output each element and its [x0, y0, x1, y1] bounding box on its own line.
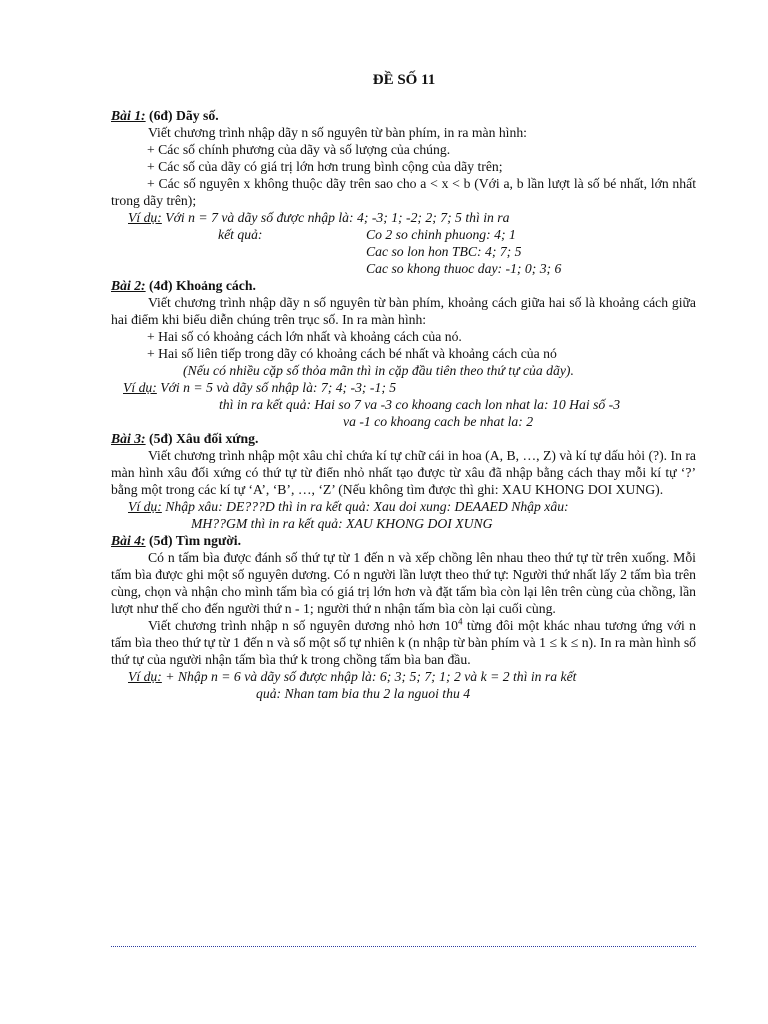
bai4-heading — [111, 532, 696, 549]
bai1-example-input: Với n = 7 và dãy số được nhập là: 4; -3; 1; -2; 2; 7; 5 thì in ra — [161, 210, 510, 225]
bai1-title: (6đ) Dãy số. — [145, 108, 219, 123]
footer-divider — [111, 946, 696, 947]
bai1-bullet-1: + Các số chính phương của dãy và số lượng của chúng. — [147, 142, 451, 157]
bai3-number: Bài 3: — [111, 431, 146, 446]
bai3-heading — [111, 430, 696, 447]
bai1-example-result-1: Co 2 so chinh phuong: 4; 1 — [366, 227, 516, 242]
bai1-example-label: Ví dụ: — [128, 210, 162, 225]
bai2-title: (4đ) Khoảng cách. — [145, 278, 256, 293]
bai2-example-input: Với n = 5 và dãy số nhập là: 7; 4; -3; -1; 5 — [156, 380, 397, 395]
bai4-number: Bài 4: — [111, 533, 146, 548]
bai1-example-result-2: Cac so lon hon TBC: 4; 7; 5 — [366, 244, 522, 259]
bai4-paragraph-2 — [111, 617, 696, 668]
bai1-number: Bài 1: — [111, 108, 146, 123]
bai1-intro: Viết chương trình nhập dãy n số nguyên từ bàn phím, in ra màn hình: — [148, 125, 527, 140]
bai3-example-input: Nhập xâu: DE???D thì in ra kết quả: Xau doi xung: DEAAED Nhập xâu: — [161, 499, 569, 514]
bai4-example-label: Ví dụ: — [128, 669, 162, 684]
bai1-heading — [111, 107, 696, 124]
bai4-p2-exponent: 4 — [457, 616, 463, 627]
bai2-intro: Viết chương trình nhập dãy n số nguyên từ bàn phím, khoảng cách giữa hai số là khoảng cách giữa hai điểm khi biểu diễn chúng trên trục số. In ra màn hình: — [111, 295, 696, 327]
bai1-bullet-2: + Các số của dãy có giá trị lớn hơn trung bình cộng của dãy trên; — [147, 159, 503, 174]
bai2-example-result-1: thì in ra kết quả: Hai so 7 va -3 co khoang cach lon nhat la: 10 Hai số -3 — [219, 397, 621, 412]
bai1-example-result-3: Cac so khong thuoc day: -1; 0; 3; 6 — [366, 261, 562, 276]
bai2-number: Bài 2: — [111, 278, 146, 293]
bai3-example — [111, 498, 696, 515]
bai2-example — [111, 379, 696, 396]
bai2-heading — [111, 277, 696, 294]
page-title: ĐỀ SỐ 11 — [372, 72, 436, 88]
bai2-note: (Nếu có nhiều cặp số thỏa mãn thì in cặp đầu tiên theo thứ tự của dãy). — [183, 363, 574, 378]
bai2-example-label: Ví dụ: — [123, 380, 157, 395]
bai2-example-result-2: va -1 co khoang cach be nhat la: 2 — [343, 414, 534, 429]
bai4-example-input: + Nhập n = 6 và dãy số được nhập là: 6; 3; 5; 7; 1; 2 và k = 2 thì in ra kết — [161, 669, 577, 684]
bai3-intro: Viết chương trình nhập một xâu chỉ chứa kí tự chữ cái in hoa (A, B, …, Z) và kí tự dấu hỏi (?). In ra màn hình xâu đối xứng có thứ tự từ điển nhỏ nhất tạo được từ xâu đã nhập bằng cách thay mỗi kí tự ‘?’ bằng một trong các kí tự ‘A’, ‘B’, …, ‘Z’ (Nếu không tìm được thì ghi: XAU KHONG DOI XUNG). — [111, 448, 696, 497]
document-body — [111, 107, 696, 702]
bai4-title: (5đ) Tìm người. — [145, 533, 242, 548]
bai4-p2-end: từng đôi một khác nhau tương ứng với n tấm bìa theo thứ tự từ 1 đến n và số một số tự nhiên k (n nhập từ bàn phím và 1 ≤ k ≤ n). In ra màn hình số thứ tự của người nhận tấm bìa thứ k trong chồng tấm bìa ban đầu. — [111, 618, 696, 667]
bai1-example-kq-label: kết quả: — [218, 227, 263, 242]
bai2-bullet-2: + Hai số liên tiếp trong dãy có khoảng cách bé nhất và khoảng cách của nó — [147, 346, 557, 361]
bai4-example-result: quả: Nhan tam bia thu 2 la nguoi thu 4 — [256, 686, 471, 701]
bai4-example — [111, 668, 696, 685]
bai4-p2-start: Viết chương trình nhập n số nguyên dương nhỏ hơn 10 — [148, 618, 458, 633]
bai1-example-result-row — [111, 226, 696, 243]
bai2-bullet-1: + Hai số có khoảng cách lớn nhất và khoảng cách của nó. — [147, 329, 462, 344]
bai3-example-line-2: MH??GM thì in ra kết quả: XAU KHONG DOI XUNG — [191, 516, 493, 531]
bai1-bullet-3: + Các số nguyên x không thuộc dãy trên sao cho a < x < b (Với a, b lần lượt là số bé nhất, lớn nhất trong dãy trên); — [111, 176, 696, 208]
bai3-title: (5đ) Xâu đối xứng. — [145, 431, 259, 446]
bai1-example — [111, 209, 696, 226]
bai4-paragraph-1: Có n tấm bìa được đánh số thứ tự từ 1 đến n và xếp chồng lên nhau theo thứ tự từ trên xuống. Mỗi tấm bìa được ghi một số nguyên dương. Có n người lần lượt theo thứ tự: Người thứ nhất lấy 2 tấm bìa trên cùng, chọn và nhận cho mình tấm bìa có giá trị lớn hơn và đặt tấm bìa còn lại lên trên cùng của chồng, lần lượt như thế cho đến người thứ n - 1; người thứ n nhận tấm bìa còn lại cuối cùng. — [111, 550, 696, 616]
bai3-example-label: Ví dụ: — [128, 499, 162, 514]
